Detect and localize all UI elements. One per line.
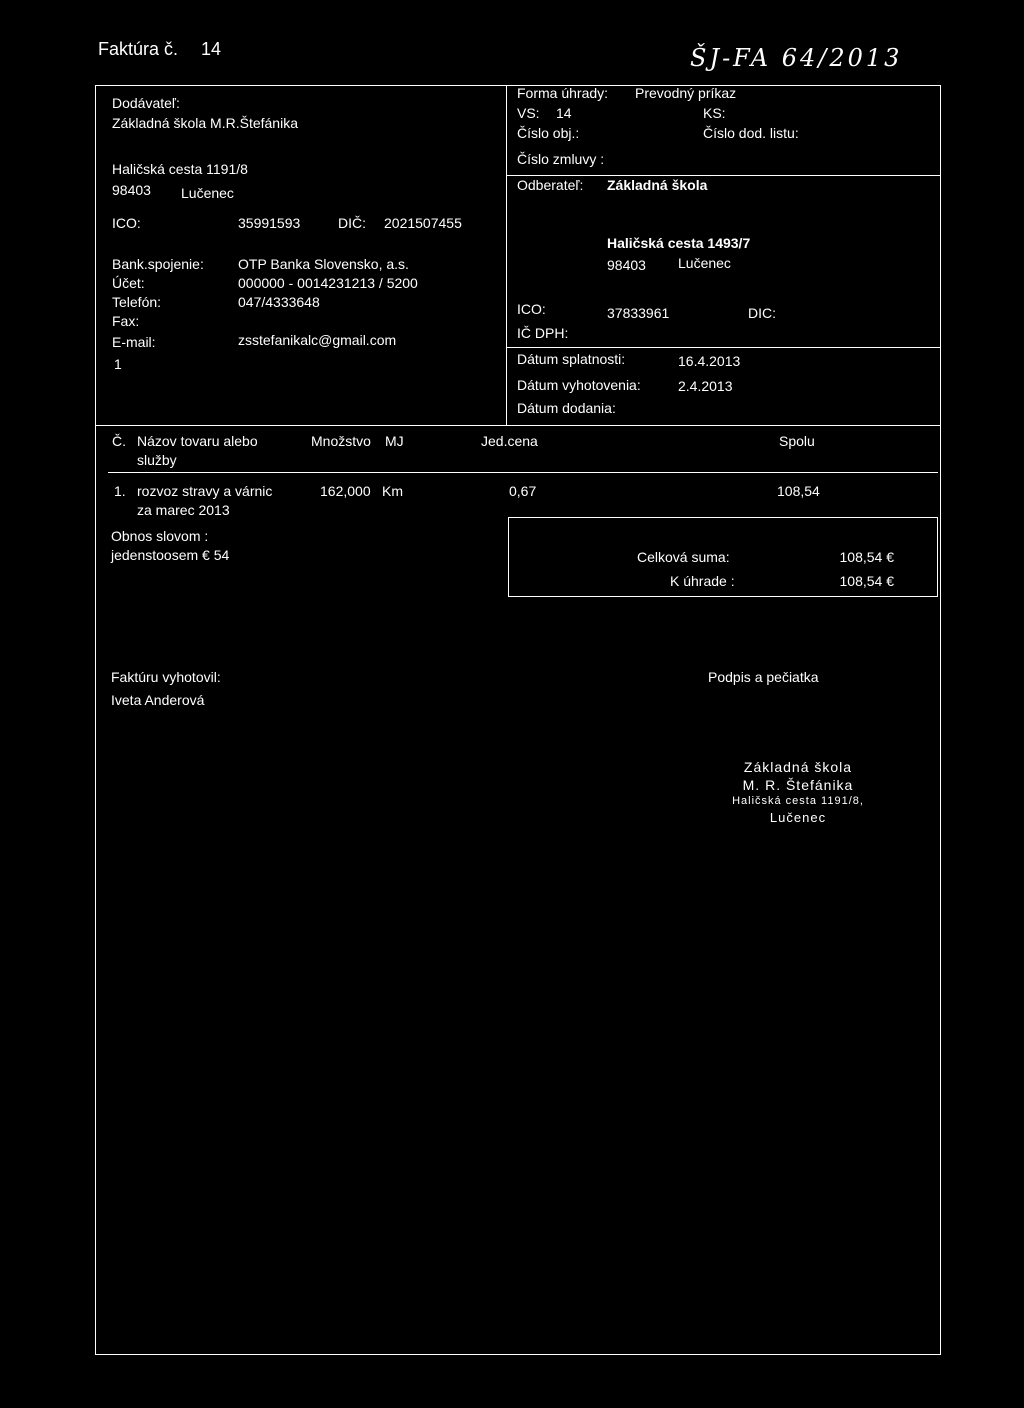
row-qty: 162,000 [320,483,371,499]
table-top-line [95,425,941,426]
row-unit: Km [382,483,403,499]
total-value: 108,54 € [839,549,894,565]
account-value: 000000 - 0014231213 / 5200 [238,275,418,291]
contract-label: Číslo zmluvy : [517,151,605,167]
supplier-city: Lučenec [181,185,234,201]
payment-customer-divider [506,175,941,176]
due-date: 16.4.2013 [678,353,741,369]
customer-city: Lučenec [678,255,731,271]
col-header-unit-price: Jed.cena [481,433,538,449]
row-unit-price: 0,67 [509,483,537,499]
due-amount-label: K úhrade : [670,573,735,589]
customer-label: Odberateľ: [517,177,584,193]
ks-label: KS: [703,105,726,121]
email-label: E-mail: [112,334,156,350]
row-name-2: za marec 2013 [137,502,230,518]
invoice-title [98,40,221,58]
supplier-counter: 1 [114,356,122,372]
supplier-street: Haličská cesta 1191/8 [112,161,248,177]
col-header-qty: Množstvo [311,433,371,449]
right-box-left-border [506,85,507,425]
invoice-title-label: Faktúra č. [98,39,179,59]
issued-by-name: Iveta Anderová [111,692,205,708]
fax-label: Fax: [112,313,140,329]
issue-date: 2.4.2013 [678,378,733,394]
row-name-1: rozvoz stravy a várnic [137,483,273,499]
delivery-note-label: Číslo dod. listu: [703,125,799,141]
supplier-dic-label: DIČ: [338,215,366,231]
col-header-total: Spolu [779,433,815,449]
col-header-no: Č. [112,433,126,449]
customer-ico-label: ICO: [517,301,546,317]
vs-value: 14 [556,105,572,121]
supplier-ico: 35991593 [238,215,301,231]
due-amount-value: 108,54 € [839,573,894,589]
invoice-frame [95,85,941,1355]
stamp-line-2: M. R. Štefánika [742,777,854,793]
handwritten-note: ŠJ-FA 64/2013 [690,44,903,72]
payment-method: Prevodný príkaz [635,85,737,101]
issued-by-label: Faktúru vyhotovil: [111,669,221,685]
signature-label: Podpis a pečiatka [708,669,819,685]
col-header-unit: MJ [385,433,404,449]
customer-ico: 37833961 [607,305,670,321]
row-total: 108,54 [777,483,820,499]
row-no: 1. [114,483,126,499]
table-header-line [108,472,938,473]
order-number-label: Číslo obj.: [517,125,580,141]
customer-zip: 98403 [607,257,646,273]
phone-value: 047/4333648 [238,294,320,310]
customer-dic-label: DIC: [748,305,776,321]
col-header-name-2: služby [137,452,177,468]
words-value: jedenstoosem € 54 [111,547,230,563]
school-stamp [708,760,888,830]
supplier-name: Základná škola M.R.Štefánika [112,115,298,131]
email-value: zsstefanikalc@gmail.com [238,332,397,348]
stamp-line-3: Haličská cesta 1191/8, [732,795,864,807]
col-header-name-1: Názov tovaru alebo [137,433,258,449]
bank-value: OTP Banka Slovensko, a.s. [238,256,409,272]
payment-method-label: Forma úhrady: [517,85,609,101]
bank-label: Bank.spojenie: [112,256,204,272]
total-label: Celková suma: [637,549,730,565]
supplier-label: Dodávateľ: [112,95,180,111]
stamp-line-1: Základná škola [743,759,853,775]
supplier-ico-label: ICO: [112,215,141,231]
due-date-label: Dátum splatnosti: [517,351,626,367]
stamp-line-4: Lučenec [769,810,827,825]
issue-date-label: Dátum vyhotovenia: [517,377,641,393]
customer-name: Základná škola [607,177,708,193]
delivery-date-label: Dátum dodania: [517,400,616,416]
words-label: Obnos slovom : [111,528,209,544]
account-label: Účet: [112,275,145,291]
supplier-dic: 2021507455 [384,215,462,231]
invoice-number: 14 [201,39,222,59]
phone-label: Telefón: [112,294,162,310]
customer-street: Haličská cesta 1493/7 [607,235,751,251]
supplier-zip: 98403 [112,182,151,198]
vs-label: VS: [517,105,540,121]
customer-ic-dph-label: IČ DPH: [517,325,569,341]
customer-dates-divider [506,347,941,348]
